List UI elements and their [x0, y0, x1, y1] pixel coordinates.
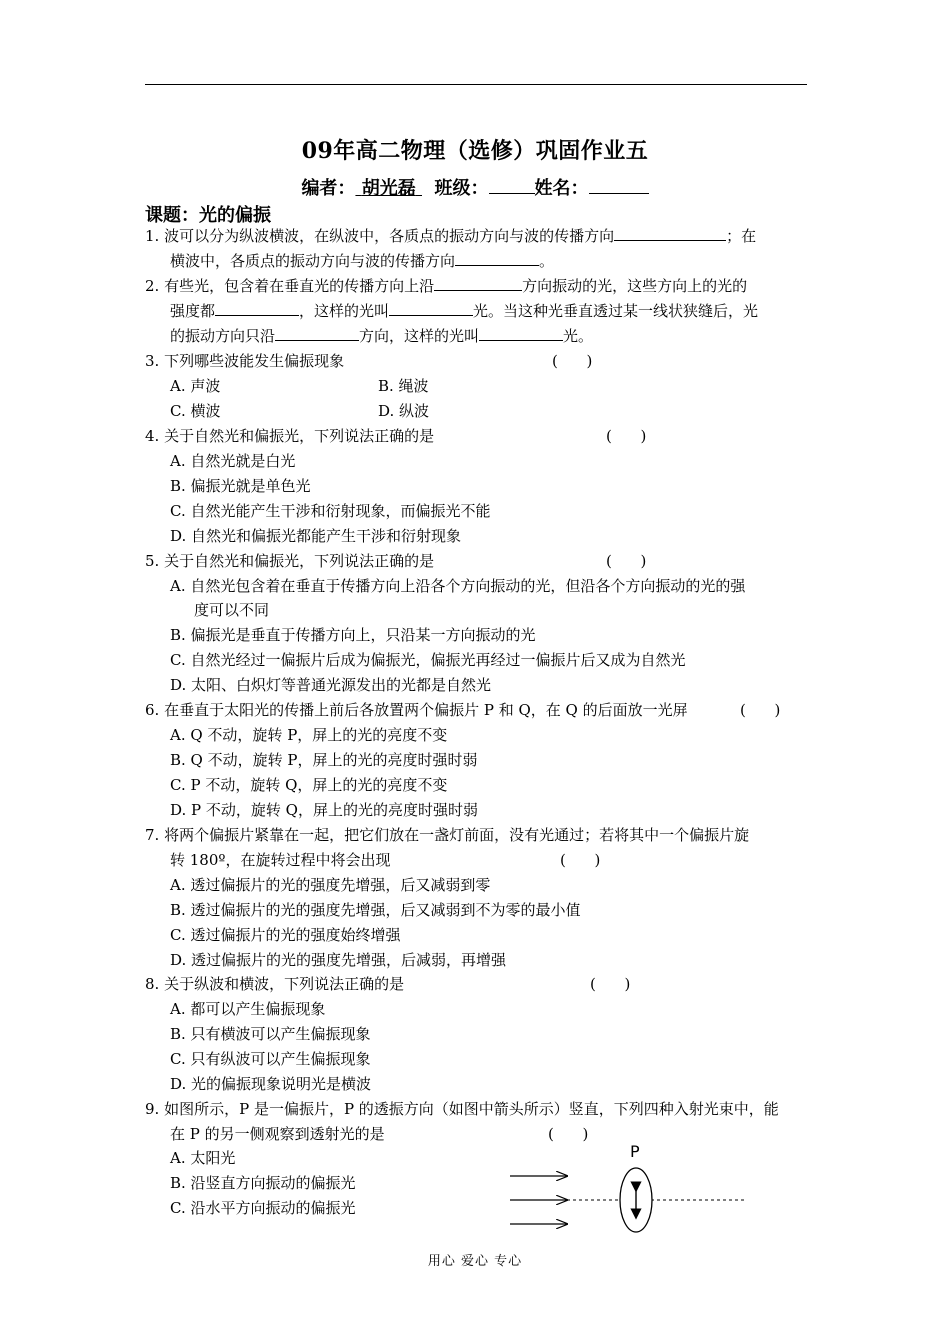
q1-line2: 横波中，各质点的振动方向与波的传播方向 。 — [170, 252, 555, 270]
q6-stem: 6. 在垂直于太阳光的传播上前后各放置两个偏振片 P 和 Q，在 Q 的后面放一光屏 — [145, 701, 688, 719]
q5-option-b: B. 偏振光是垂直于传播方向上，只沿某一方向振动的光 — [170, 626, 536, 644]
q9-option-a: A. 太阳光 — [170, 1149, 236, 1167]
q6-option-b: B. Q 不动，旋转 P，屏上的光的亮度时强时弱 — [170, 751, 478, 769]
page-title: 09年高二物理（选修）巩固作业五 — [301, 138, 649, 164]
q7-stem-line2: 转 180º，在旋转过程中将会出现 — [170, 851, 391, 869]
class-blank — [489, 179, 535, 194]
q4-option-a: A. 自然光就是白光 — [170, 452, 296, 470]
q8-answer-paren: ( ) — [590, 975, 631, 993]
q7-option-b: B. 透过偏振片的光的强度先增强，后又减弱到不为零的最小值 — [170, 901, 581, 919]
q3-option-c: C. 横波 — [170, 402, 221, 420]
q5-option-c: C. 自然光经过一偏振片后成为偏振光，偏振光再经过一偏振片后又成为自然光 — [170, 651, 686, 669]
polarizer-label: P — [630, 1142, 640, 1161]
q4-option-c: C. 自然光能产生干涉和衍射现象，而偏振光不能 — [170, 502, 491, 520]
q4-answer-paren: ( ) — [606, 427, 647, 445]
q4-option-d: D. 自然光和偏振光都能产生干涉和衍射现象 — [170, 527, 462, 545]
q9-stem-line1: 9. 如图所示，P 是一偏振片，P 的透振方向（如图中箭头所示）竖直，下列四种入射光束中，能 — [145, 1100, 779, 1118]
q7-answer-paren: ( ) — [560, 851, 601, 869]
class-label: 班级： — [434, 178, 489, 199]
q4-stem: 4. 关于自然光和偏振光，下列说法正确的是 — [145, 427, 435, 445]
q7-option-a: A. 透过偏振片的光的强度先增强，后又减弱到零 — [170, 876, 491, 894]
q3-option-d: D. 纵波 — [378, 402, 430, 420]
q3-option-a: A. 声波 — [170, 377, 221, 395]
q9-option-b: B. 沿竖直方向振动的偏振光 — [170, 1174, 356, 1192]
q3-stem: 3. 下列哪些波能发生偏振现象 — [145, 352, 345, 370]
polarizer-figure — [505, 1140, 755, 1244]
q7-option-d: D. 透过偏振片的光的强度先增强，后减弱，再增强 — [170, 951, 507, 969]
q2-line3: 的振动方向只沿 方向，这样的光叫 光。 — [170, 327, 594, 345]
q7-option-c: C. 透过偏振片的光的强度始终增强 — [170, 926, 401, 944]
q5-stem: 5. 关于自然光和偏振光，下列说法正确的是 — [145, 552, 435, 570]
q3-answer-paren: ( ) — [552, 352, 593, 370]
q8-option-c: C. 只有纵波可以产生偏振现象 — [170, 1050, 371, 1068]
q7-stem-line1: 7. 将两个偏振片紧靠在一起，把它们放在一盏灯前面，没有光通过；若将其中一个偏振片旋 — [145, 826, 750, 844]
name-label: 姓名： — [534, 178, 589, 199]
name-blank — [589, 179, 649, 194]
page-footer: 用心 爱心 专心 — [427, 1254, 523, 1269]
q9-option-c: C. 沿水平方向振动的偏振光 — [170, 1199, 356, 1217]
q5-option-a: A. 自然光包含着在垂直于传播方向上沿各个方向振动的光，但沿各个方向振动的光的强 — [170, 577, 746, 595]
q6-option-c: C. P 不动，旋转 Q，屏上的光的亮度不变 — [170, 776, 448, 794]
q3-option-b: B. 绳波 — [378, 377, 429, 395]
subject-heading: 课题：光的偏振 — [145, 205, 271, 226]
q8-option-a: A. 都可以产生偏振现象 — [170, 1000, 326, 1018]
q4-option-b: B. 偏振光就是单色光 — [170, 477, 311, 495]
author-label: 编者： — [301, 178, 356, 199]
q5-option-a-cont: 度可以不同 — [194, 601, 270, 619]
q8-stem: 8. 关于纵波和横波，下列说法正确的是 — [145, 975, 405, 993]
byline — [0, 174, 950, 200]
q6-option-d: D. P 不动，旋转 Q，屏上的光的亮度时强时弱 — [170, 801, 478, 819]
q9-answer-paren: ( ) — [548, 1125, 589, 1143]
q2-line1: 2. 有些光，包含着在垂直光的传播方向上沿 方向振动的光，这些方向上的光的 — [145, 277, 748, 295]
q6-answer-paren: ( ) — [740, 701, 781, 719]
q8-option-d: D. 光的偏振现象说明光是横波 — [170, 1075, 372, 1093]
header-rule — [145, 84, 807, 85]
author-name: 胡光磊 — [361, 178, 416, 199]
q8-option-b: B. 只有横波可以产生偏振现象 — [170, 1025, 371, 1043]
q6-option-a: A. Q 不动，旋转 P，屏上的光的亮度不变 — [170, 726, 448, 744]
q5-answer-paren: ( ) — [606, 552, 647, 570]
q2-line2: 强度都 ，这样的光叫 光。当这种光垂直透过某一线状狭缝后，光 — [170, 302, 759, 320]
q1-line1: 1. 波可以分为纵波横波，在纵波中，各质点的振动方向与波的传播方向 ；在 — [145, 227, 757, 245]
q5-option-d: D. 太阳、白炽灯等普通光源发出的光都是自然光 — [170, 676, 492, 694]
q9-stem-line2: 在 P 的另一侧观察到透射光的是 — [170, 1125, 385, 1143]
